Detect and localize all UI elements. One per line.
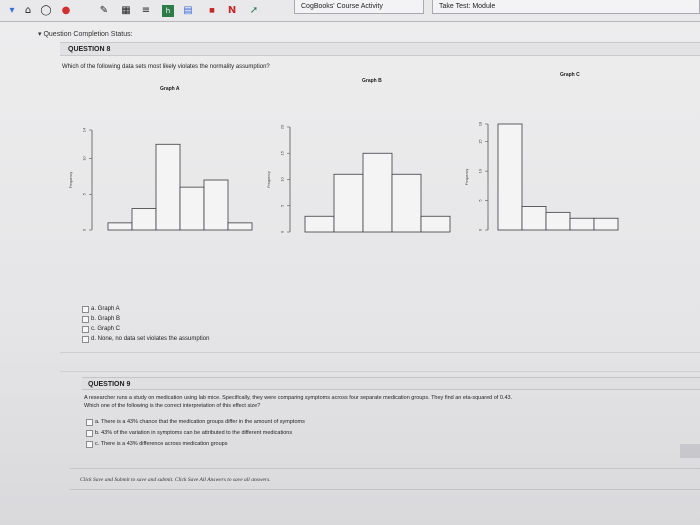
question-8-options [82, 304, 209, 344]
option-b[interactable] [82, 314, 209, 324]
doc-icon[interactable]: ▤ [183, 5, 193, 16]
cart-icon[interactable]: ⌂ [24, 5, 32, 16]
histogram-bar [228, 223, 252, 230]
arrow-icon[interactable]: ➚ [249, 5, 259, 16]
option-label: d. None, no data set violates the assumption [91, 336, 210, 342]
question-9-text-line2: Which one of the following is the correct interpretation of this effect size? [84, 403, 261, 409]
question-completion-status[interactable]: ▾ Question Completion Status: [38, 31, 133, 38]
histogram-bar [522, 206, 546, 230]
y-tick-label: 5 [81, 193, 87, 196]
question-9-options [86, 417, 305, 450]
question-9-header [82, 377, 700, 390]
graph-c-label: Graph C [560, 72, 580, 78]
graph-b-label: Graph B [362, 78, 382, 84]
option-a[interactable] [82, 304, 209, 314]
checkbox[interactable] [82, 336, 89, 343]
option-label: a. There is a 43% chance that the medication groups differ in the amount of symptoms [95, 419, 305, 425]
histogram-bar [305, 216, 334, 232]
question-9-text [84, 394, 684, 410]
histogram-bar [421, 216, 450, 232]
checkbox[interactable] [82, 316, 89, 323]
histogram-bar [334, 174, 363, 232]
record-icon-2[interactable]: ■ [209, 7, 215, 14]
y-tick-label: 18 [477, 121, 483, 127]
page [0, 22, 700, 525]
side-button[interactable] [680, 444, 700, 458]
circle-icon[interactable]: ◯ [40, 5, 52, 16]
tab-cogbooks[interactable] [294, 0, 424, 14]
option-b[interactable] [86, 428, 305, 439]
histogram-bar [546, 212, 570, 230]
histogram-bar [570, 218, 594, 230]
y-tick-label: 10 [477, 168, 483, 174]
y-tick-label: 14 [81, 127, 87, 133]
option-label: b. 43% of the variation in symptoms can be attributed to the different medications [95, 430, 293, 436]
question-9-title: QUESTION 9 [88, 381, 131, 388]
option-c[interactable] [86, 439, 305, 450]
histogram-bar [180, 187, 204, 230]
pin-icon[interactable]: ✎ [99, 5, 109, 16]
checkbox[interactable] [86, 441, 93, 448]
histogram-bar [392, 174, 421, 232]
tab-label: CogBooks' Course Activity [301, 3, 383, 10]
tab-label: Take Test: Module [439, 3, 496, 10]
footer-instructions: Click Save and Submit to save and submit. Click Save All Answers to save all answers. [80, 477, 271, 483]
question-9-text-line1: A researcher runs a study on medication using lab mice. Specifically, they were comparing symptoms across four separate medication groups. They find an eta-squared of 0.43. [84, 395, 513, 401]
histogram-bar [594, 218, 618, 230]
histogram-bar [498, 124, 522, 230]
option-label: a. Graph A [91, 306, 120, 312]
option-label: b. Graph B [91, 316, 121, 322]
graph-b-histogram [267, 92, 460, 292]
option-a[interactable] [86, 417, 305, 428]
y-tick-label: 20 [279, 124, 285, 130]
checkbox[interactable] [86, 419, 93, 426]
record-icon[interactable]: ● [61, 5, 71, 16]
option-d[interactable] [82, 334, 209, 344]
y-tick-label: 10 [279, 177, 285, 182]
y-tick-label: 5 [477, 199, 483, 202]
y-tick-label: 0 [81, 228, 87, 232]
menu-icon[interactable]: ≡ [141, 5, 151, 16]
h-icon[interactable]: h [162, 5, 174, 17]
browser-toolbar [0, 0, 700, 22]
question-8-title: QUESTION 8 [68, 46, 111, 53]
footer [70, 468, 700, 490]
option-label: c. Graph C [91, 326, 121, 332]
checkbox[interactable] [86, 430, 93, 437]
y-axis-label: Frequency [465, 168, 469, 186]
y-axis-label: Frequency [69, 171, 73, 189]
histogram-bar [363, 153, 392, 232]
graph-c-histogram [465, 84, 650, 284]
y-tick-label: 10 [81, 156, 87, 161]
checkbox[interactable] [82, 326, 89, 333]
graph-a-histogram [70, 100, 270, 300]
option-label: c. There is a 43% difference across medication groups [95, 441, 228, 447]
section-divider [60, 352, 700, 372]
y-tick-label: 0 [477, 228, 483, 232]
histogram-bar [204, 180, 228, 230]
n-icon[interactable]: N [227, 5, 237, 16]
y-axis-label: Frequency [267, 171, 271, 188]
y-tick-label: 5 [279, 204, 285, 207]
y-tick-label: 0 [279, 230, 285, 234]
grid-icon[interactable]: ▦ [121, 5, 131, 16]
checkbox[interactable] [82, 306, 89, 313]
question-8-text: Which of the following data sets most likely violates the normality assumption? [62, 64, 270, 70]
y-tick-label: 15 [279, 151, 285, 156]
graph-a-label: Graph A [160, 86, 180, 92]
chevron-icon[interactable]: ▾ [9, 5, 15, 16]
tab-take-test[interactable] [432, 0, 700, 14]
y-tick-label: 15 [477, 139, 483, 144]
option-c[interactable] [82, 324, 209, 334]
histogram-bar [132, 209, 156, 230]
question-8-header [60, 42, 700, 56]
histogram-bar [108, 223, 132, 230]
histogram-bar [156, 144, 180, 230]
